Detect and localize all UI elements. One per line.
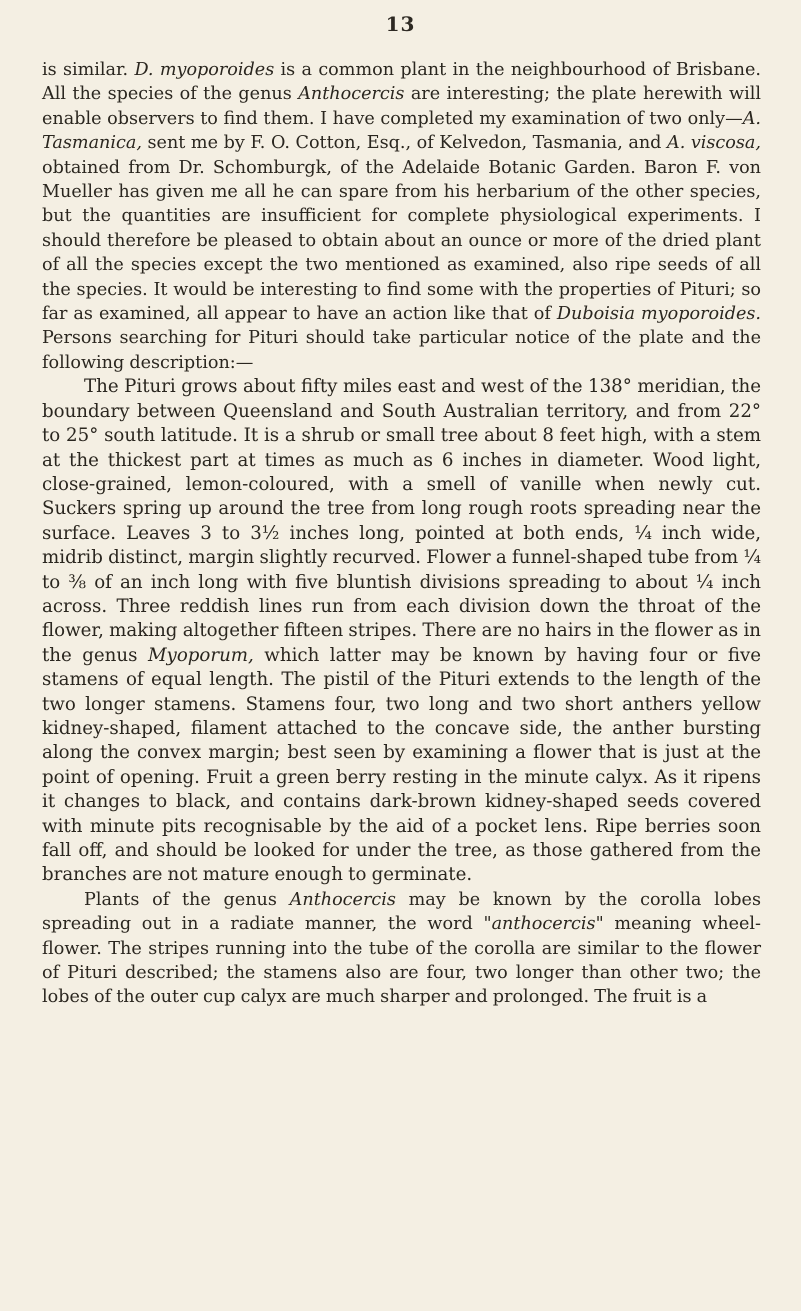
italic-term: D. myoporoides	[134, 60, 275, 80]
text-run: obtained from Dr. Schomburgk, of the Adelaide Botanic Garden. Baron F. von Mueller has given me all he can spare from his herbarium of the other species, but the quantities are insufficient for complete physiological experiments. I should therefore be pleased to obtain about an ounce or more of the dried plant of all the species except the two mentioned as examined, also ripe seeds of all the species. It would be interesting to find some with the properties of Pituri; so far as examined, all appear to have an action like that of	[42, 157, 761, 325]
italic-term: A. Tasmanica,	[42, 108, 761, 154]
text-run: are interesting; the plate herewith will enable observers to find them. I have completed my examination of two only—	[42, 84, 761, 129]
paragraph-anthocercis-genus	[42, 888, 761, 1010]
text-run: The Pituri grows about fifty miles east and west of the 138° meridian, the boundary between Queensland and South Australian territory, and from 22° to 25° south latitude. It is a shrub or small tree about 8 feet high, with a stem at the thickest part at times as much as 6 inches in diameter. Wood light, close-grained, lemon-coloured, with a smell of vanille when newly cut. Suckers spring up around the tree from long rough roots spreading near the surface. Leaves 3 to 3½ inches long, pointed at both ends, ¼ inch wide, midrib distinct, margin slightly recurved. Flower a funnel-shaped tube from ¼ to ⅜ of an inch long with five bluntish divisions spreading to about ¼ inch across. Three reddish lines run from each division down the throat of the flower, making altogether fifteen stripes. There are no hairs in the flower as in the genus	[42, 376, 761, 666]
text-run: is a common plant in the neighbourhood of Brisbane. All the species of the genus	[42, 60, 761, 105]
text-run: which latter may be known by having four or five stamens of equal length. The pistil of the Pituri extends to the length of the two longer stamens. Stamens four, two long and two short anthers yellow kidney-shaped, filament attached to the concave side, the anther bursting along the convex margin; best seen by examining a flower that is just at the point of opening. Fruit a green berry resting in the minute calyx. As it ripens it changes to black, and contains dark-brown kidney-shaped seeds covered with minute pits recognisable by the aid of a pocket lens. Ripe berries soon fall off, and should be looked for under the tree, as those gathered from the branches are not mature enough to germinate.	[42, 644, 761, 886]
italic-term: Myoporum,	[147, 644, 254, 666]
text-run: Persons searching for Pituri should take particular notice of the plate and the following description:—	[42, 328, 761, 373]
italic-term: A. viscosa,	[666, 133, 761, 154]
paragraph-anthocercis-species	[42, 58, 761, 375]
italic-term: Anthocercis	[298, 84, 405, 105]
text-run: " meaning wheel-flower. The stripes running into the tube of the corolla are similar to the flower of Pituri described; the stamens also are four, two longer than other two; the lobes of the outer cup calyx are much sharper and prolonged. The fruit is a	[42, 914, 762, 1008]
italic-term: anthocercis	[491, 914, 596, 935]
text-run: Plants of the genus	[84, 889, 290, 910]
italic-term: Anthocercis	[289, 889, 396, 910]
text-run: may be known by the corolla lobes spreading out in a radiate manner, the word "	[42, 889, 761, 935]
text-run: is similar.	[42, 60, 135, 80]
italic-term: Duboisia myoporoides.	[556, 304, 761, 325]
text-run: sent me by F. O. Cotton, Esq., of Kelvedon, Tasmania, and	[141, 133, 667, 154]
page-number: 13	[385, 12, 416, 36]
paragraph-pituri-description	[42, 375, 761, 888]
